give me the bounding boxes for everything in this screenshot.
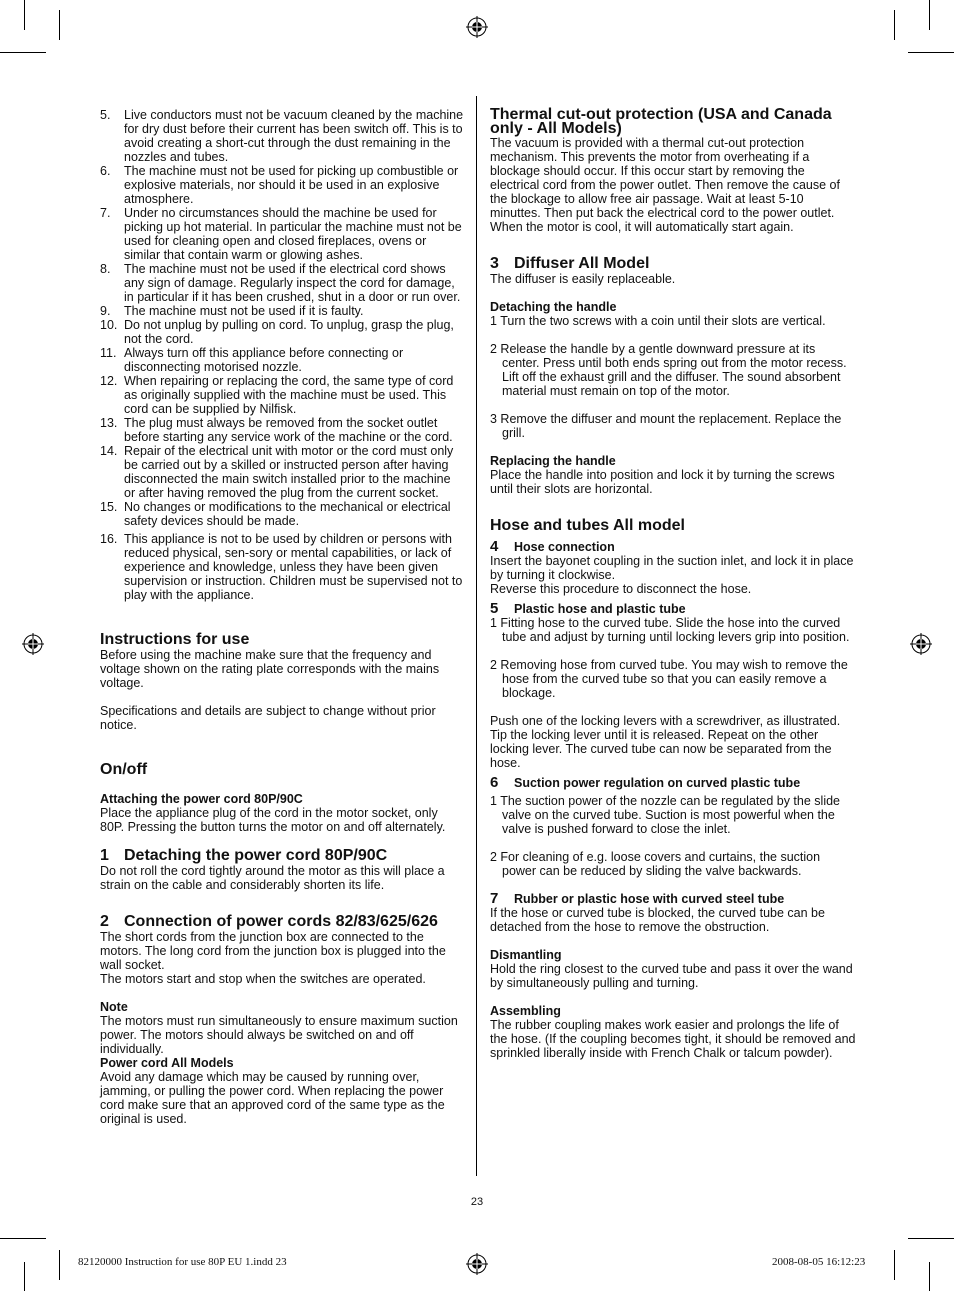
list-item <box>100 416 464 444</box>
instructions-text-2: Specifications and details are subject to change without prior notice. <box>100 704 436 732</box>
section-5-title <box>490 602 856 616</box>
section-4-title <box>490 540 856 554</box>
list-item-number: 14. <box>100 444 118 458</box>
list-item-text: The plug must always be removed from the socket outlet before starting any service work of the machine or the cord. <box>124 416 453 444</box>
crop-mark-tr-v <box>894 10 895 40</box>
detach-step-1: 1 Turn the two screws with a coin until their slots are vertical. <box>490 314 826 328</box>
list-item-text: Live conductors must not be vacuum cleaned by the machine for dry dust before their current has been switch off. This is to avoid creating a short-cut through the dust remaining in the nozzles and tubes. <box>124 108 464 164</box>
detach-title: Detaching the handle <box>490 300 617 314</box>
list-item-text: The machine must not be used for picking up combustible or explosive materials, nor should it be used in an explosive atmosphere. <box>124 164 459 206</box>
list-item <box>100 108 464 164</box>
section-6-title <box>490 776 856 790</box>
note-text: The motors must run simultaneously to ensure maximum suction power. The motors should always be switched on and off individually. <box>100 1014 458 1056</box>
section-7-text: If the hose or curved tube is blocked, the curved tube can be detached from the hose to remove the obstruction. <box>490 906 825 934</box>
crop-mark-tr-v2 <box>929 0 930 30</box>
right-column <box>490 108 856 1060</box>
section-7-title <box>490 892 856 906</box>
list-item <box>100 262 464 304</box>
crop-mark-br-v <box>894 1250 895 1280</box>
instructions-text-1: Before using the machine make sure that the frequency and voltage shown on the rating plate corresponds with the mains voltage. <box>100 648 440 690</box>
list-item-text: When repairing or replacing the cord, the same type of cord as originally supplied with the machine must be used. This cord can be supplied by Nilfisk. <box>124 374 454 416</box>
page-number: 23 <box>470 1196 484 1208</box>
section-3-title <box>490 256 856 272</box>
list-item <box>100 206 464 262</box>
section-7-title-text: Rubber or plastic hose with curved steel tube <box>514 892 785 906</box>
assemble-text: The rubber coupling makes work easier and prolongs the life of the hose. (If the coupling becomes tight, it should be removed and sprinkled liberally inside with French Chalk or talcum powder). <box>490 1018 856 1060</box>
attach-title: Attaching the power cord 80P/90C <box>100 792 303 806</box>
onoff-title: On/off <box>100 761 148 778</box>
registration-mark-top <box>466 16 488 38</box>
registration-mark-bottom <box>466 1253 488 1275</box>
crop-mark-tl-h <box>0 52 46 53</box>
list-item <box>100 500 464 528</box>
powercord-text: Avoid any damage which may be caused by running over, jamming, or pulling the power cord. When replacing the power cord make sure that an approved cord of the same type as the original is used. <box>100 1070 445 1126</box>
list-item-text: Repair of the electrical unit with motor or the cord must only be carried out by a skilled or instructed person after having disconnected the main switch installed prior to the machine or after having removed the plug from the current socket. <box>124 444 454 500</box>
section-7-number: 7 <box>490 890 499 907</box>
list-item-text: The machine must not be used if it is faulty. <box>124 304 364 318</box>
dismantle-text: Hold the ring closest to the curved tube and pass it over the wand by simultaneously pulling and turning. <box>490 962 853 990</box>
list-item <box>100 532 464 602</box>
replace-text: Place the handle into position and lock it by turning the screws until their slots are horizontal. <box>490 468 835 496</box>
section-6-step-2: 2 For cleaning of e.g. loose covers and curtains, the suction power can be reduced by sliding the valve backwards. <box>490 850 821 878</box>
section-1-title-text: Detaching the power cord 80P/90C <box>124 847 388 864</box>
list-item <box>100 318 464 346</box>
registration-mark-right <box>910 633 932 655</box>
list-item <box>100 444 464 500</box>
registration-mark-left <box>22 633 44 655</box>
list-item-number: 15. <box>100 500 118 514</box>
section-4-text-1: Insert the bayonet coupling in the suction inlet, and lock it in place by turning it clockwise. <box>490 554 854 582</box>
list-item-text: Always turn off this appliance before connecting or disconnecting motorised nozzle. <box>124 346 404 374</box>
crop-mark-tl-v <box>59 10 60 40</box>
section-1-title <box>100 848 464 864</box>
section-3-title-text: Diffuser All Model <box>514 255 650 272</box>
instructions-title: Instructions for use <box>100 631 250 648</box>
list-item-number: 7. <box>100 206 111 220</box>
list-item-number: 16. <box>100 532 118 546</box>
footer-timestamp: 2008-08-05 16:12:23 <box>772 1256 866 1268</box>
crop-mark-bl-v2 <box>24 1262 25 1291</box>
section-2-title-text: Connection of power cords 82/83/625/626 <box>124 913 438 930</box>
detach-step-2: 2 Release the handle by a gentle downward pressure at its center. Press until both ends spring out from the motor recess. Lift off the exhaust grill and the diffuser. The sound absorbent material must remain on top of the motor. <box>490 342 847 398</box>
crop-mark-bl-v <box>59 1250 60 1280</box>
detach-step-3: 3 Remove the diffuser and mount the replacement. Replace the grill. <box>490 412 842 440</box>
safety-list-item-16 <box>100 532 464 602</box>
list-item-number: 13. <box>100 416 118 430</box>
section-5-title-text: Plastic hose and plastic tube <box>514 602 686 616</box>
section-6-number: 6 <box>490 774 499 791</box>
section-5-text: Push one of the locking levers with a screwdriver, as illustrated. Tip the locking lever until it is released. Repeat on the other locking lever. The curved tube can now be separated from the hose. <box>490 714 841 770</box>
section-3-text: The diffuser is easily replaceable. <box>490 272 676 286</box>
list-item <box>100 346 464 374</box>
list-item-text: Do not unplug by pulling on cord. To unplug, grasp the plug, not the cord. <box>124 318 454 346</box>
list-item <box>100 164 464 206</box>
section-2-text-2: The motors start and stop when the switches are operated. <box>100 972 426 986</box>
section-1-number: 1 <box>100 847 109 864</box>
thermal-title: Thermal cut-out protection (USA and Canada only - All Models) <box>490 106 832 137</box>
list-item <box>100 304 464 318</box>
replace-title: Replacing the handle <box>490 454 616 468</box>
section-5-step-2: 2 Removing hose from curved tube. You may wish to remove the hose from the curved tube so that you can easily remove a blockage. <box>490 658 848 700</box>
crop-mark-tr-h <box>908 52 954 53</box>
dismantle-title: Dismantling <box>490 948 562 962</box>
list-item-text: The machine must not be used if the electrical cord shows any sign of damage. Regularly inspect the cord for damage, in particular if it has been crushed, shut in a door or run over. <box>124 262 461 304</box>
crop-mark-tl-v2 <box>24 0 25 30</box>
assemble-title: Assembling <box>490 1004 561 1018</box>
list-item-number: 12. <box>100 374 118 388</box>
list-item-text: This appliance is not to be used by children or persons with reduced physical, sen-sory or mental capabilities, or lack of experience and knowledge, unless they have been given supervision or instruction. Children must be supervised not to play with the appliance. <box>124 532 463 602</box>
section-5-step-1: 1 Fitting hose to the curved tube. Slide the hose into the curved tube and adjust by turning until locking levers grip into position. <box>490 616 850 644</box>
section-4-text-2: Reverse this procedure to disconnect the hose. <box>490 582 752 596</box>
footer-file: 82120000 Instruction for use 80P EU 1.indd 23 <box>78 1256 287 1268</box>
safety-list <box>100 108 464 528</box>
list-item-number: 6. <box>100 164 111 178</box>
list-item-number: 8. <box>100 262 111 276</box>
section-4-number: 4 <box>490 538 499 555</box>
thermal-text: The vacuum is provided with a thermal cut-out protection mechanism. This prevents the motor from overheating if a blockage should occur. If this occur start by removing the electrical cord from the power outlet. Then remove the cause of the blockage to allow free air passage. Wait at least 5-10 minuttes. Then put back the electrical cord to the power outlet. When the motor is cool, it will automatically start again. <box>490 136 840 234</box>
section-4-title-text: Hose connection <box>514 540 615 554</box>
section-6-step-1: 1 The suction power of the nozzle can be regulated by the slide valve on the curved tube. Suction is most powerful when the valve is pushed forward to close the inlet. <box>490 794 840 836</box>
list-item-number: 9. <box>100 304 111 318</box>
crop-mark-bl-h <box>0 1238 46 1239</box>
section-2-number: 2 <box>100 913 109 930</box>
note-title: Note <box>100 1000 128 1014</box>
list-item-number: 11. <box>100 346 117 360</box>
list-item <box>100 374 464 416</box>
list-item-text: Under no circumstances should the machine be used for picking up hot material. In particular the machine must not be used for cleaning open and closed fireplaces, ovens or similar that contain warm or glowing ashes. <box>124 206 462 262</box>
section-5-number: 5 <box>490 600 499 617</box>
section-2-title <box>100 914 464 930</box>
hose-title: Hose and tubes All model <box>490 517 685 534</box>
column-divider <box>476 96 477 1176</box>
section-3-number: 3 <box>490 255 499 272</box>
powercord-title: Power cord All Models <box>100 1056 234 1070</box>
crop-mark-br-h <box>908 1238 954 1239</box>
list-item-text: No changes or modifications to the mechanical or electrical safety devices should be made. <box>124 500 451 528</box>
attach-text: Place the appliance plug of the cord in the motor socket, only 80P. Pressing the button turns the motor on and off alternately. <box>100 806 446 834</box>
section-1-text: Do not roll the cord tightly around the motor as this will place a strain on the cable and considerably shorten its life. <box>100 864 445 892</box>
section-2-text-1: The short cords from the junction box are connected to the motors. The long cord from the junction box is plugged into the wall socket. <box>100 930 446 972</box>
list-item-number: 10. <box>100 318 118 332</box>
crop-mark-br-v2 <box>929 1262 930 1291</box>
list-item-number: 5. <box>100 108 111 122</box>
left-column <box>100 108 464 1126</box>
section-6-title-text: Suction power regulation on curved plastic tube <box>514 776 801 790</box>
